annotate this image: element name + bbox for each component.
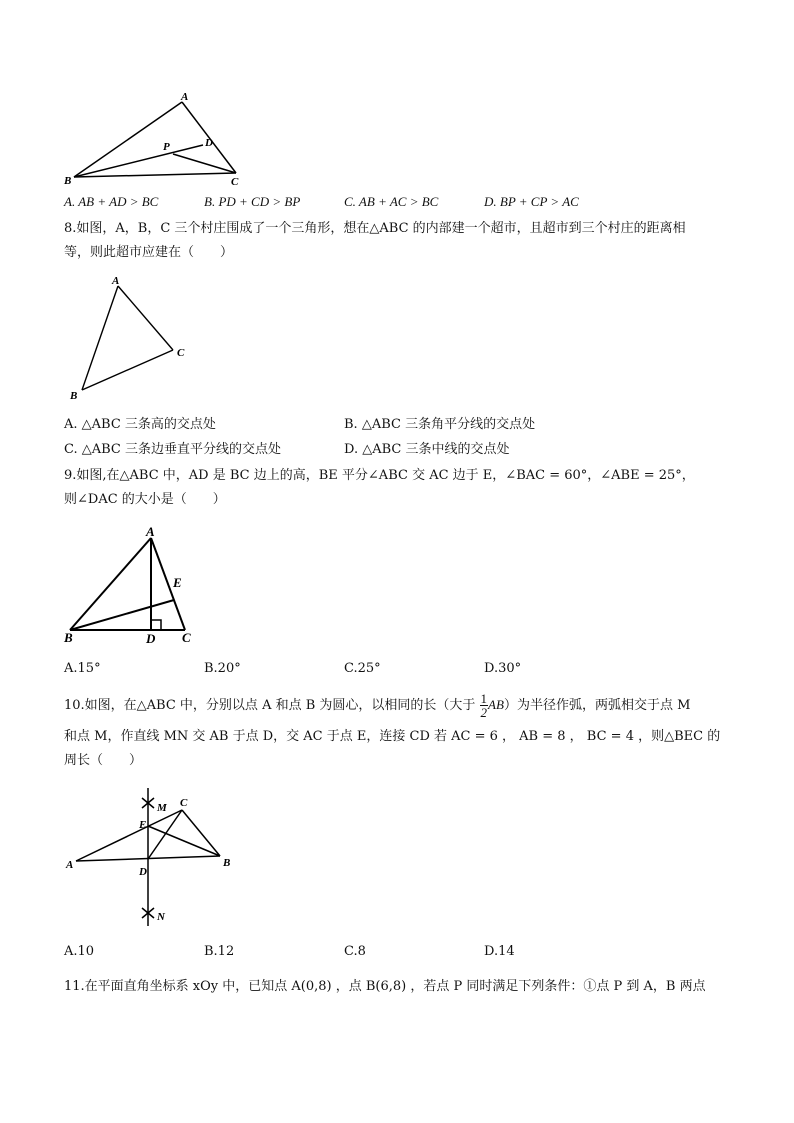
q10-stem-line1-part2: ）为半径作弧，两弧相交于点 M [503, 698, 691, 713]
label-C: C [180, 797, 188, 809]
label-C: C [231, 176, 239, 188]
figure-q9 [60, 522, 210, 647]
q8-stem-line1: 8.如图，A，B，C 三个村庄围成了一个三角形，想在△ABC 的内部建一个超市，且超市到三个村庄的距离相 [64, 221, 686, 236]
q10-stem-line1-part1: 10.如图，在△ABC 中，分别以点 A 和点 B 为圆心，以相同的长（大于 [64, 698, 476, 713]
label-C: C [177, 347, 185, 359]
q8-option-c: C. △ABC 三条边垂直平分线的交点处 [64, 442, 282, 457]
label-A: A [66, 859, 74, 871]
q7-option-d: D. BP + CP > AC [484, 194, 579, 209]
fraction-variable: AB [488, 697, 504, 712]
segment-EB [148, 826, 220, 856]
label-A: A [146, 524, 155, 539]
q7-option-b: B. PD + CD > BP [204, 194, 301, 209]
segment-AB [70, 538, 151, 630]
label-P: P [163, 141, 170, 153]
label-E: E [139, 819, 147, 831]
fraction-half [480, 692, 489, 719]
figure-q7 [60, 88, 250, 188]
label-D: D [139, 866, 147, 878]
label-A: A [112, 275, 120, 287]
q8-option-a: A. △ABC 三条高的交点处 [64, 417, 216, 432]
q10-stem-line3: 周长（ ） [64, 753, 143, 768]
q9-option-c: C.25° [344, 661, 381, 676]
q10-option-d: D.14 [484, 944, 515, 959]
q10-option-a: A.10 [64, 944, 95, 959]
segment-BD [74, 145, 203, 177]
q9-option-a: A.15° [64, 661, 101, 676]
label-C: C [182, 630, 191, 645]
figure-q10 [62, 784, 242, 934]
label-E: E [173, 575, 182, 590]
segment-BC [82, 350, 173, 390]
segment-BC [74, 173, 236, 177]
q10-option-c: C.8 [344, 944, 366, 959]
fraction-denominator: 2 [480, 705, 488, 720]
segment-AC [118, 286, 173, 350]
label-A: A [181, 91, 189, 103]
label-D: D [146, 631, 156, 646]
q7-option-a: A. AB + AD > BC [64, 194, 159, 209]
q10-option-b: B.12 [204, 944, 235, 959]
segment-AB [82, 286, 118, 390]
q7-option-c: C. AB + AC > BC [344, 194, 439, 209]
q9-stem-line2: 则∠DAC 的大小是（ ） [64, 492, 226, 507]
q9-option-d: D.30° [484, 661, 522, 676]
segment-PC [173, 154, 236, 173]
q10-stem-line2: 和点 M，作直线 MN 交 AB 于点 D，交 AC 于点 E，连接 CD 若 AC = 6 ， AB = 8 ， BC = 4 ，则△BEC 的 [64, 729, 721, 744]
bisector-BE [70, 600, 174, 630]
q11-stem-line1: 11.在平面直角坐标系 xOy 中，已知点 A(0,8) ，点 B(6,8) ，若点 P 同时满足下列条件：①点 P 到 A，B 两点 [64, 979, 706, 994]
q10-stem-line1 [64, 692, 690, 719]
label-B: B [64, 175, 72, 187]
right-angle-mark [151, 620, 161, 630]
label-B: B [70, 390, 78, 402]
fraction-numerator: 1 [480, 691, 488, 706]
segment-BA [74, 102, 182, 177]
segment-AC [76, 810, 182, 861]
label-D: D [205, 137, 213, 149]
q8-stem-line2: 等，则此超市应建在（ ） [64, 245, 234, 260]
q9-stem-line1: 9.如图,在△ABC 中，AD 是 BC 边上的高，BE 平分∠ABC 交 AC 边于 E，∠BAC = 60°，∠ABE = 25°， [64, 468, 695, 483]
figure-q8 [70, 272, 200, 402]
label-N: N [157, 911, 165, 923]
label-M: M [157, 802, 167, 814]
segment-CB [182, 810, 220, 856]
q9-option-b: B.20° [204, 661, 241, 676]
label-B: B [64, 630, 73, 645]
q8-option-d: D. △ABC 三条中线的交点处 [344, 442, 510, 457]
q8-option-b: B. △ABC 三条角平分线的交点处 [344, 417, 536, 432]
label-B: B [223, 857, 231, 869]
